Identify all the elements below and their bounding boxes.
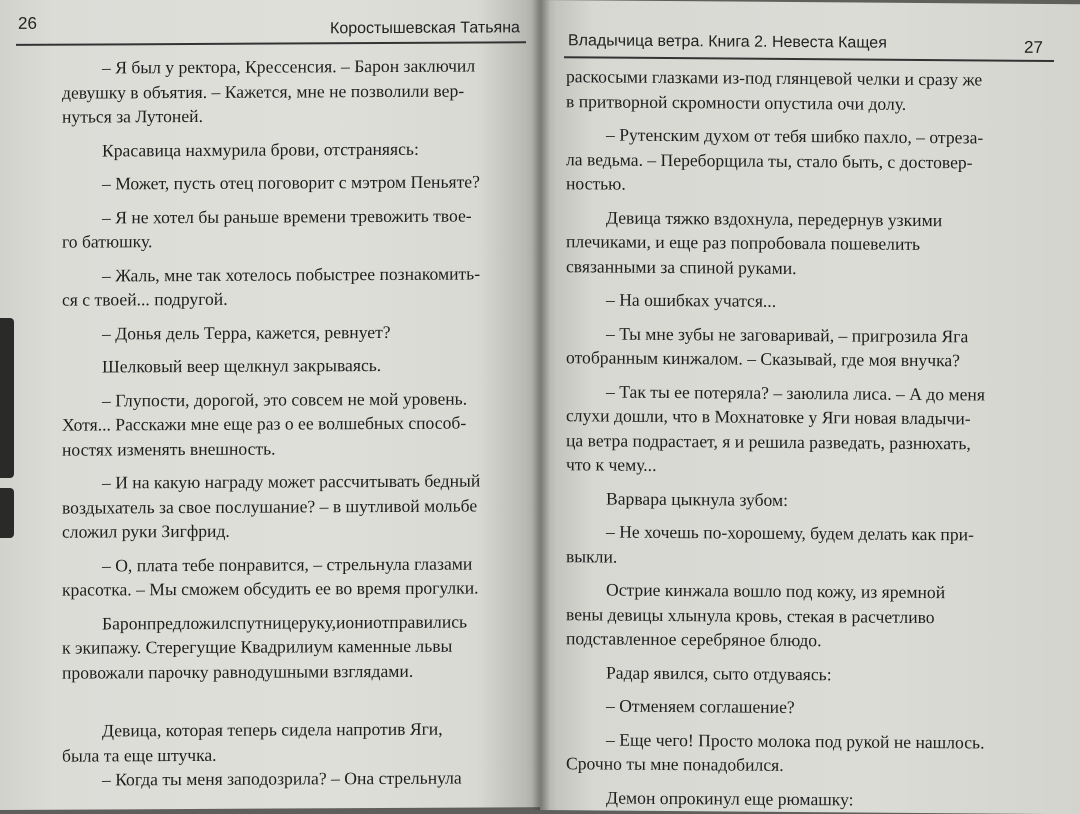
text-line: ца ветра подрастает, я и решила разведать, разнюхать, [566,429,971,453]
left-page [0,0,542,810]
text-line: Хотя... Расскажи мне еще раз о ее волшебных способ- [62,412,467,435]
text-line: – Отменяем соглашение? [606,695,795,718]
left-running-head: Коростышевская Татьяна [330,19,520,38]
text-line: – Рутенским духом от тебя шибко пахло, – отреза- [606,124,984,148]
text-line: Девица, которая теперь сидела напротив Яги, [102,718,443,741]
left-page-text [62,53,524,792]
text-line: сложил руки Зигфрид. [62,520,230,542]
text-line: к экипажу. Стерегущие Квадрилиум каменные львы [62,635,453,658]
text-line: Девица тяжко вздохнула, передернув узкими [606,207,943,230]
text-line: подставленное серебряное блюдо. [566,628,822,651]
text-line: слухи дошли, что в Мохнатовке у Яги новая владычи- [566,405,971,429]
text-line: – Может, пусть отец поговорит с мэтром Пеньяте? [102,171,480,194]
text-line: – Так ты ее потеряла? – заюлила лиса. – А до меня [606,381,985,404]
text-line: Радар явился, сыто отдуваясь: [606,662,832,684]
binder-clip [0,318,14,478]
text-line: нуться за Лутоней. [62,105,203,127]
text-line: в притворной скромности опустила очи долу. [566,90,907,114]
text-line: Острие кинжала вошло под кожу, из яремной [606,579,946,603]
text-line: – О, плата тебе понравится, – стрельнула глазами [102,553,473,575]
text-line: – Жаль, мне так хотелось побыстрее познакомить- [102,262,481,285]
text-line: плечиками, и еще раз попробовала пошевелить [566,231,921,254]
paragraph-gap [62,682,524,718]
right-page-number: 27 [1024,37,1043,57]
text-line: была та еще штучка. [62,744,217,766]
text-line: – И на какую награду может рассчитывать бедный [102,470,481,493]
text-line: – Еще чего! Просто молока под рукой не нашлось. [606,729,985,752]
text-line: воздыхатель за свое послушание? – в шутливой мольбе [62,495,478,518]
text-line: ла ведьма. – Переборщила ты, стало быть, с достовер- [566,148,973,172]
text-line: ся с твоей... подругой. [62,288,228,310]
text-line: отобранным кинжалом. – Сказывай, где моя внучка? [566,347,960,371]
text-line: Демон опрокинул еще рюмашку: [606,787,854,809]
right-page [540,0,1080,814]
text-line: вены девицы хлынула кровь, стекая в расчетливо [566,603,935,627]
text-line: – Не хочешь по-хорошему, будем делать как при- [606,521,974,545]
text-line: ностях изменять внешность. [62,438,276,460]
text-line: Красавица нахмурила брови, отстраняясь: [102,138,419,160]
book-gutter [532,0,550,810]
text-line: – Ты мне зубы не заговаривай, – пригрозила Яга [606,323,969,346]
text-line: красотка. – Мы сможем обсудить ее во время прогулки. [62,577,479,600]
right-running-head: Владычица ветра. Книга 2. Невеста Кащея [568,32,887,52]
left-page-number: 26 [18,13,37,33]
text-line: выкли. [566,545,618,567]
text-line: го батюшку. [62,231,153,252]
text-line: – На ошибках учатся... [606,289,777,311]
text-line: Варвара цыкнула зубом: [606,488,789,510]
right-header-rule [564,56,1054,61]
text-line: – Когда ты меня заподозрила? – Она стрельнула [102,767,462,790]
text-line: – Глупости, дорогой, это совсем не мой уровень. [102,388,468,410]
text-line: что к чему... [566,454,657,475]
text-line: – Донья дель Терра, кажется, ревнует? [102,321,391,343]
text-line: провожали парочку равнодушными взглядами. [62,660,414,683]
right-page-text [566,64,1044,813]
text-line: – Я не хотел бы раньше времени тревожить твое- [102,205,472,227]
binder-clip [0,488,14,538]
text-line: Срочно ты мне понадобился. [566,753,784,775]
text-line: Шелковый веер щелкнул закрываясь. [102,355,382,377]
text-line: ностью. [566,173,626,194]
text-line: Баронпредложилспутницеруку,иониотправились [102,611,468,633]
text-line: девушку в объятия. – Кажется, мне не позволили вер- [62,80,465,103]
text-line: раскосыми глазками из-под глянцевой челки и сразу же [566,66,983,90]
text-line: связанными за спиной руками. [566,255,797,278]
left-header-rule [16,41,526,45]
text-line: – Я был у ректора, Крессенсия. – Барон заключил [102,55,476,78]
